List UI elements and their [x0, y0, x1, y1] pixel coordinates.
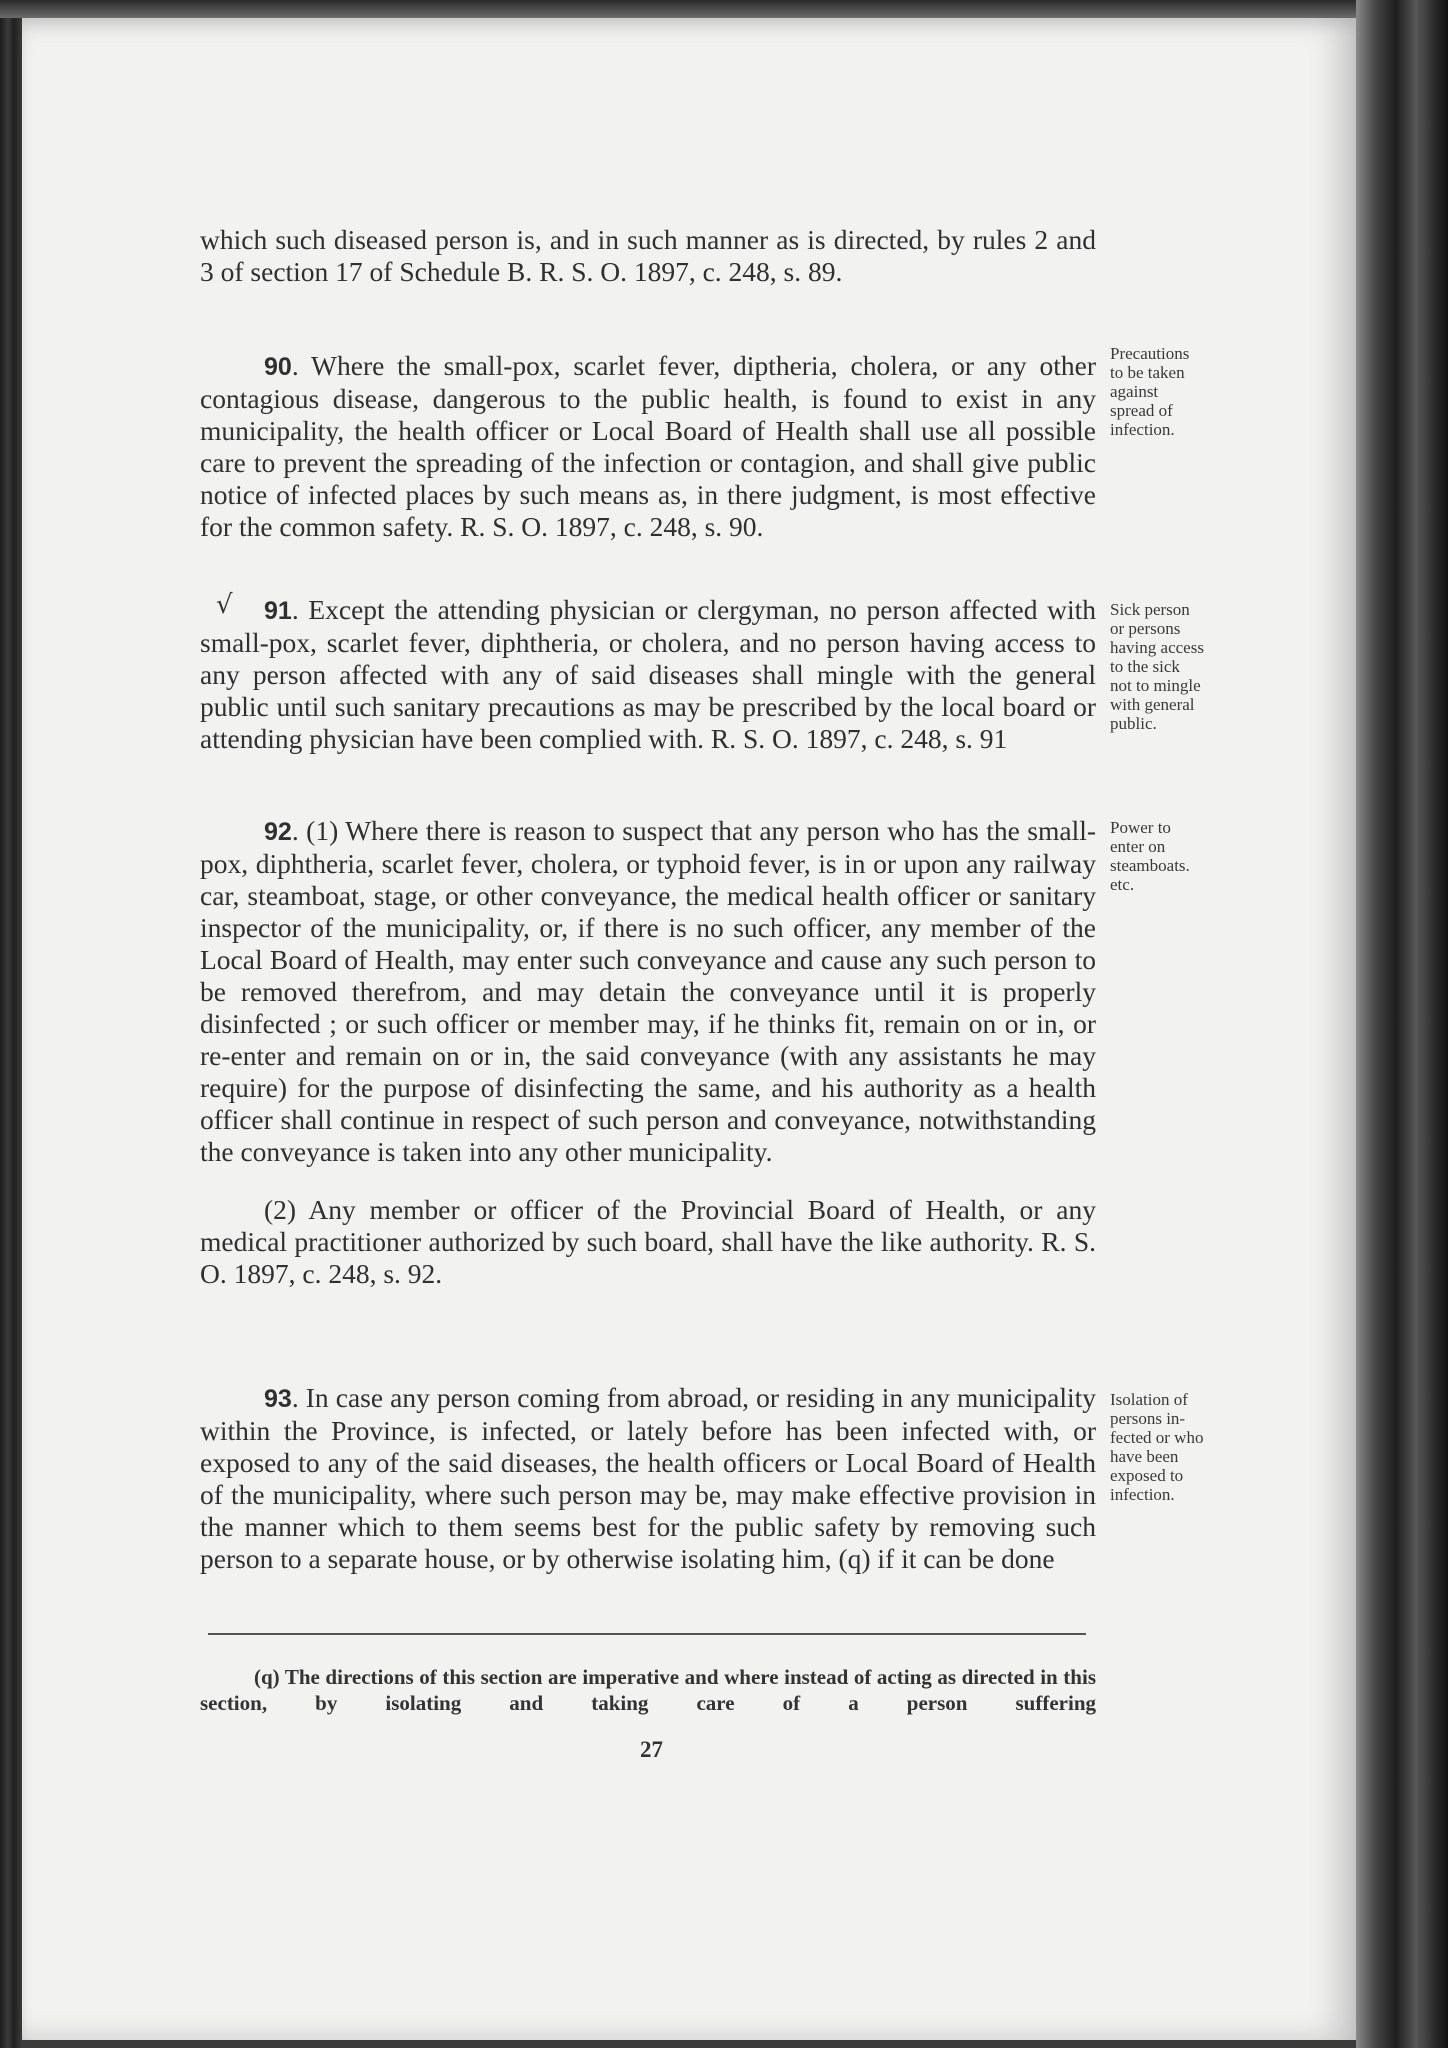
section-92: 92. (1) Where there is reason to suspect that any person who has the small-pox, diphtheria, scarlet fever, cholera, or typhoid fever, is in or upon any railway car, steamboat, stage, or other conveyance, the medical health officer or sanitary inspector of the municipality, or, if there is no such officer, any member of the Local Board of Health, may enter such conveyance and cause any such person to be removed therefrom, and may detain the conveyance until it is properly disinfected ; or such officer or member may, if he thinks fit, remain on or in, or re-enter and remain on or in, the said conveyance (with any assistants he may require) for the purpose of disinfecting the same, and his authority as a health officer shall continue in respect of such person and conveyance, notwithstanding the conveyance is taken into any other municipality. (2) Any member or officer of the Provincial Board of Health, or any medical practitioner authorized by such board, shall have the like authority. R. S. O. 1897, c. 248, s. 92.	[200, 815, 1097, 1289]
footnote-divider	[208, 1633, 1086, 1635]
margin-note-line: Sick person	[1110, 600, 1190, 619]
margin-note-line: fected or who	[1110, 1428, 1204, 1447]
margin-note-line: having access	[1110, 638, 1204, 657]
margin-note-line: steamboats.	[1110, 856, 1190, 875]
margin-note-line: infection.	[1110, 1485, 1175, 1504]
margin-note-line: Power to	[1110, 818, 1171, 837]
margin-note-line: etc.	[1110, 875, 1135, 894]
margin-note-isolation	[1110, 1390, 1270, 1504]
footnote-text: (q) The directions of this section are imperative and where instead of acting as directed in this section, by isolating and taking care of a person suffering	[200, 1665, 1096, 1715]
page-number: 27	[640, 1737, 663, 1762]
margin-note-line: public.	[1110, 714, 1157, 733]
continuation-text: which such diseased person is, and in such manner as is directed, by rules 2 and 3 of section 17 of Schedule B. R. S. O. 1897, c. 248, s. 89.	[200, 224, 1096, 287]
margin-note-sick-person	[1110, 600, 1270, 733]
book-edge	[1356, 0, 1448, 2048]
margin-note-line: to be taken	[1110, 363, 1185, 382]
margin-note-line: have been	[1110, 1447, 1179, 1466]
footnote	[200, 1664, 1096, 1716]
section-number: 92	[264, 818, 292, 846]
subsection-text: (2) Any member or officer of the Provincial Board of Health, or any medical practitioner authorized by such board, shall have the like authority. R. S. O. 1897, c. 248, s. 92.	[200, 1194, 1096, 1289]
margin-note-line: with general	[1110, 695, 1195, 714]
section-91: 91. Except the attending physician or clergyman, no person affected with small-pox, scarlet fever, diphtheria, or cholera, and no person having access to any person affected with any of said diseases shall mingle with the general public until such sanitary precautions as may be prescribed by the local board or attending physician have been complied with. R. S. O. 1897, c. 248, s. 91	[200, 594, 1096, 754]
margin-note-line: infection.	[1110, 420, 1175, 439]
margin-note-line: or persons	[1110, 619, 1181, 638]
margin-note-line: against	[1110, 382, 1159, 401]
section-number: 93	[264, 1385, 292, 1413]
margin-note-line: Isolation of	[1110, 1390, 1188, 1409]
margin-note-power-to-enter	[1110, 818, 1270, 894]
section-text: (1) Where there is reason to suspect that any person who has the small-pox, diphtheria, scarlet fever, cholera, or typhoid fever, is in or upon any railway car, steamboat, stage, or other conveyance, the medical health officer or sanitary inspector of the municipality, or, if there is no such officer, any member of the Local Board of Health, may enter such conveyance and cause any such person to be removed therefrom, and may detain the conveyance until it is properly disinfected ; or such officer or member may, if he thinks fit, remain on or in, or re-enter and remain on or in, the said conveyance (with any assistants he may require) for the purpose of disinfecting the same, and his authority as a health officer shall continue in respect of such person and conveyance, notwithstanding the conveyance is taken into any other municipality.	[200, 815, 1097, 1167]
top-shadow	[0, 0, 1448, 18]
margin-note-line: enter on	[1110, 837, 1166, 856]
section-text: Except the attending physician or clergyman, no person affected with small-pox, scarlet fever, diphtheria, or cholera, and no person having access to any person affected with any of said diseases shall mingle with the general public until such sanitary precautions as may be prescribed by the local board or attending physician have been complied with. R. S. O. 1897, c. 248, s. 91	[200, 594, 1096, 754]
section-number: 91	[264, 597, 292, 625]
margin-note-line: exposed to	[1110, 1466, 1184, 1485]
section-93: 93. In case any person coming from abroad, or residing in any municipality within the Province, is infected, or lately before has been infected with, or exposed to any of the said diseases, the health officers or Local Board of Health of the municipality, where such person may be, may make effective provision in the manner which to them seems best for the public safety by removing such person to a separate house, or by otherwise isolating him, (q) if it can be done	[200, 1382, 1096, 1574]
margin-note-line: not to mingle	[1110, 676, 1201, 695]
continuation-paragraph	[200, 224, 1096, 288]
margin-note-line: spread of	[1110, 401, 1173, 420]
check-mark-annotation: √	[216, 590, 233, 620]
section-number: 90	[264, 353, 292, 381]
section-90: 90. Where the small-pox, scarlet fever, diptheria, cholera, or any other contagious disease, dangerous to the public health, is found to exist in any municipality, the health officer or Local Board of Health shall use all possible care to prevent the spreading of the infection or contagion, and shall give public notice of infected places by such means as, in there judgment, is most effective for the common safety. R. S. O. 1897, c. 248, s. 90.	[200, 350, 1096, 542]
margin-note-line: Precautions	[1110, 344, 1190, 363]
section-text: Where the small-pox, scarlet fever, diptheria, cholera, or any other contagious disease, dangerous to the public health, is found to exist in any municipality, the health officer or Local Board of Health shall use all possible care to prevent the spreading of the infection or contagion, and shall give public notice of infected places by such means as, in there judgment, is most effective for the common safety. R. S. O. 1897, c. 248, s. 90.	[200, 350, 1096, 542]
margin-note-precautions	[1110, 344, 1270, 439]
margin-note-line: persons in-	[1110, 1409, 1186, 1428]
margin-note-line: to the sick	[1110, 657, 1180, 676]
section-text: In case any person coming from abroad, or residing in any municipality within the Province, is infected, or lately before has been infected with, or exposed to any of the said diseases, the health officers or Local Board of Health of the municipality, where such person may be, may make effective provision in the manner which to them seems best for the public safety by removing such person to a separate house, or by otherwise isolating him, (q) if it can be done	[200, 1382, 1096, 1574]
